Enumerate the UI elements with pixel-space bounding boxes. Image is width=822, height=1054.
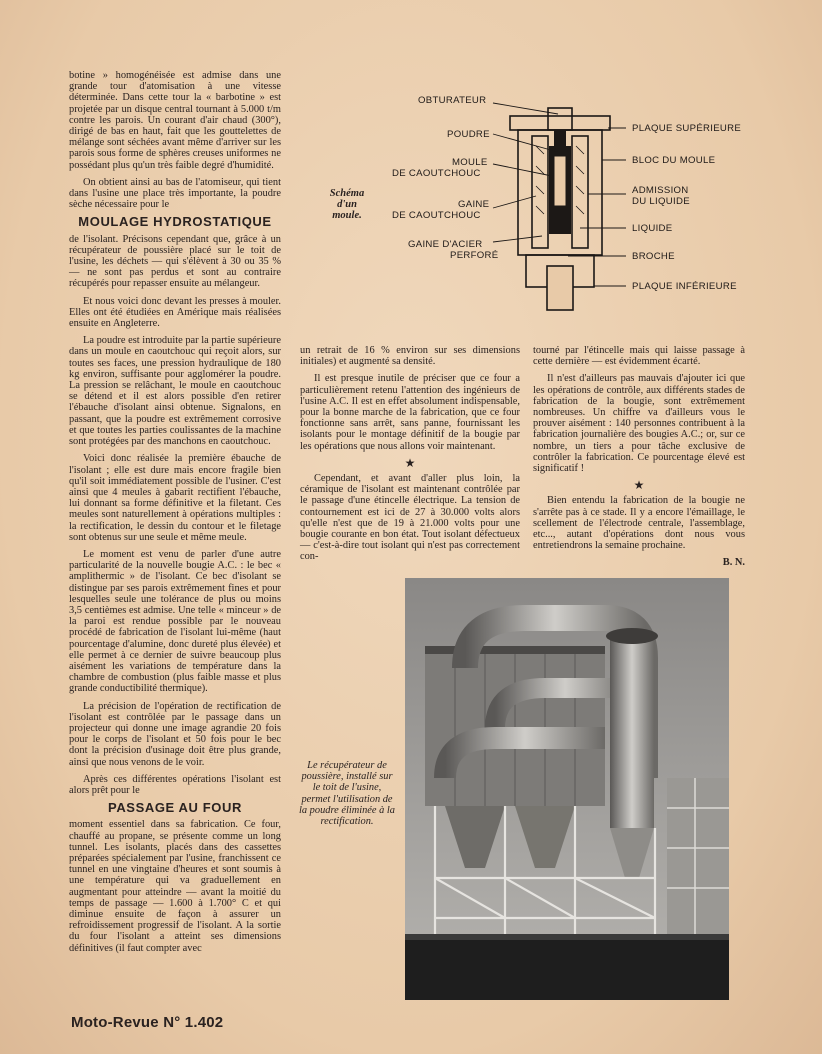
signature: B. N. bbox=[722, 557, 745, 569]
text-column-1 bbox=[69, 70, 281, 960]
paragraph: Voici donc réalisée la première ébauche de l'isolant ; elle est dure mais encore fragile bien qu'il soit immédiatement possible de l'usiner. C'est ainsi que 4 meules à gabarit rectifient l'ébauche, lui donnant sa forme définitive et la filetant. Ces meules sont naturellement à opérations multiples : la rectification, le dessin du contour et le filetage sont obtenus sur une seule et même meule. bbox=[69, 453, 281, 543]
dust-collector-photo bbox=[405, 578, 729, 1000]
label-perfore: PERFORÉ bbox=[450, 250, 499, 261]
paragraph: Et nous voici donc devant les presses à mouler. Elles ont été étudiées en Amérique mais réalisées ensuite en Angleterre. bbox=[69, 295, 281, 330]
paragraph: de l'isolant. Précisons cependant que, grâce à un récupérateur de poussière placé sur le toit de l'usine, les déchets — qui s'élèvent à 30 ou 35 % — ne sont pas perdus et sont au contraire récupérés pour repasser ensuite au mélangeur. bbox=[69, 233, 281, 290]
label-gaine-acier: GAINE D'ACIER bbox=[408, 239, 483, 250]
label-du-liquide: DU LIQUIDE bbox=[632, 196, 690, 207]
separator-star: ★ bbox=[404, 455, 416, 470]
diagram-caption-line: Schéma bbox=[329, 188, 365, 199]
label-obturateur: OBTURATEUR bbox=[418, 95, 487, 106]
label-admission: ADMISSION bbox=[632, 185, 689, 196]
label-gaine: GAINE bbox=[458, 199, 490, 210]
label-liquide: LIQUIDE bbox=[632, 223, 673, 234]
label-plaque-inferieure: PLAQUE INFÉRIEURE bbox=[632, 281, 737, 292]
paragraph: Il est presque inutile de préciser que ce four a particulièrement retenu l'attention des ingénieurs de l'usine A.C. Il est en effet absolument indispensable, pour la bonne marche de la fabrication, que ce four fonctionne sans arrêt, sans panne, fournissant les isolants pour le montage définitif de la bougie par les opérations que nous allons voir maintenant. bbox=[300, 373, 520, 452]
text-column-3 bbox=[533, 345, 745, 569]
label-moule-caoutchouc: DE CAOUTCHOUC bbox=[392, 168, 481, 179]
paragraph: tourné par l'étincelle mais qui laisse passage à cette dernière — est évidemment écarté. bbox=[533, 345, 745, 368]
label-gaine-caoutchouc: DE CAOUTCHOUC bbox=[392, 210, 481, 221]
photo-illustration bbox=[405, 578, 729, 1000]
paragraph: On obtient ainsi au bas de l'atomiseur, qui tient dans l'usine une place très importante, la poudre sèche nécessaire pour le bbox=[69, 176, 281, 211]
diagram-caption-line: moule. bbox=[332, 210, 362, 221]
paragraph: Il n'est d'ailleurs pas mauvais d'ajouter ici que les opérations de contrôle, aux différents stades de fabrication de la bougie, sont extrêmement nombreuses. Un chiffre va d'ailleurs vous le prouver aisément : 140 personnes contribuent à la fabrication journalière des bougies A.C.; or, sur ce nombre, un tiers a pour tâche exclusive de contrôler la fabrication. Ce pourcentage élevé est significatif ! bbox=[533, 373, 745, 475]
footer-issue-number: Moto-Revue N° 1.402 bbox=[71, 1014, 224, 1031]
label-bloc-moule: BLOC DU MOULE bbox=[632, 155, 716, 166]
label-poudre: POUDRE bbox=[447, 129, 490, 140]
label-plaque-superieure: PLAQUE SUPÉRIEURE bbox=[632, 123, 742, 134]
mold-diagram bbox=[300, 86, 760, 318]
separator-star: ★ bbox=[633, 478, 645, 493]
section-heading-four: PASSAGE AU FOUR bbox=[108, 800, 242, 816]
paragraph: La précision de l'opération de rectification de l'isolant est contrôlée par le passage dans un projecteur qui donne une image agrandie 20 fois pour le corps de l'isolant et 50 fois pour le bec dont la précision d'usinage doit être plus grande, ainsi que nous venons de le voir. bbox=[69, 700, 281, 768]
label-moule: MOULE bbox=[452, 157, 488, 168]
paragraph: moment essentiel dans sa fabrication. Ce four, chauffé au propane, se présente comme un long tunnel. Les isolants, placés dans des cassettes préparées spécialement par l'usine, franchissent ce tunnel en une vingtaine d'heures et sont soumis à une température qui va graduellement en augmentant pour atteindre — avant la moitié du temps de passage — 1.600 à 1.700° C et qui diminue ensuite de façon à assurer un refroidissement progressif de l'isolant. A la sortie du four l'isolant a atteint ses dimensions définitives (il faut compter avec bbox=[69, 819, 281, 954]
paragraph: La poudre est introduite par la partie supérieure dans un moule en caoutchouc qui reçoit alors, sur toutes ses faces, une pression hydraulique de 180 kg environ, suffisante pour agglomérer la poudre. La pression se relâchant, le moule en caoutchouc se détend et il est alors possible d'en retirer l'ébauche d'isolant ainsi obtenue. Signalons, en passant, que la poudre est extrêmement corrosive et que toutes les parties coulissantes de la machine sont protégées par des manchons en caoutchouc. bbox=[69, 335, 281, 448]
paragraph: un retrait de 16 % environ sur ses dimensions initiales) et augmenté sa densité. bbox=[300, 345, 520, 368]
paragraph: botine » homogénéisée est admise dans une grande tour d'atomisation à une vitesse déterminée. Dans cette tour la « barbotine » est projetée par un disque central tournant à 5.000 t/m contre les parois. Un courant d'air chaud (300°), dirigé de bas en haut, fait que les gouttelettes de mélange sont séchées avant même d'arriver sur les parois sous forme de sphères creuses uniformes ne possédant plus qu'un très faible degré d'humidité. bbox=[69, 70, 281, 171]
label-broche: BROCHE bbox=[632, 251, 675, 262]
paragraph: Le moment est venu de parler d'une autre particularité de la nouvelle bougie A.C. : le bec « amplithermic » de l'isolant. Ce bec d'isolant se distingue par ses parois extrêmement fines et pour lesquelles seule une tolérance de plus ou moins 3,5 centièmes est admise. Une telle « minceur » de la paroi est rendue possible par le nouveau procédé de fabrication de l'isolant lui-même (haut pourcentage d'alumine, donc dureté plus élevée) et elle permet à ce dernier de suivre beaucoup plus aisément les variations de température dans la chambre de combustion (plus faible masse et plus grande conductibilité thermique). bbox=[69, 548, 281, 695]
section-heading-moulage: MOULAGE HYDROSTATIQUE bbox=[78, 214, 272, 230]
paragraph: Cependant, et avant d'aller plus loin, la céramique de l'isolant est maintenant contrôlée par le passage d'une étincelle électrique. La tension de contournement est ici de 27 à 30.000 volts alors qu'elle n'est que de 19 à 21.000 volts pour une bougie courante en bon état. Tout isolant défectueux — c'est-à-dire tout isolant qui n'est pas correctement con- bbox=[300, 473, 520, 563]
photo-caption: Le récupérateur de poussière, installé sur le toit de l'usine, permet l'utilisation de la poudre éliminée à la rectification. bbox=[299, 760, 395, 828]
paragraph: Après ces différentes opérations l'isolant est alors prêt pour le bbox=[69, 773, 281, 796]
paragraph: Bien entendu la fabrication de la bougie ne s'arrête pas à ce stade. Il y a encore l'émaillage, le scellement de l'électrode centrale, l'assemblage, etc..., autant d'opérations dont nous vous entretiendrons la semaine prochaine. bbox=[533, 495, 745, 552]
diagram-caption-line: d'un bbox=[337, 199, 357, 210]
text-column-2 bbox=[300, 345, 520, 569]
